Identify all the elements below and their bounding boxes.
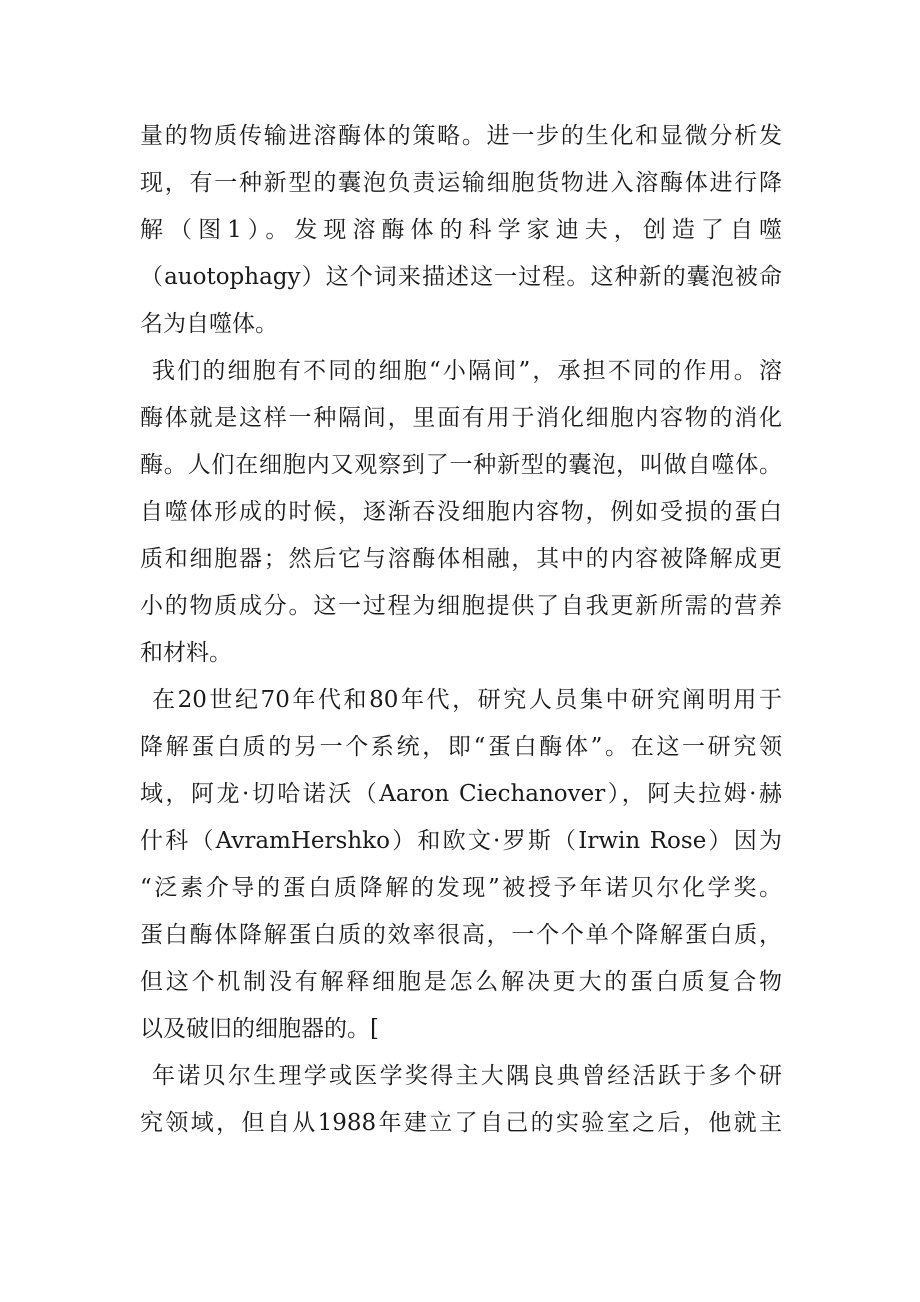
text-line: 酶体就是这样一种隔间，里面有用于消化细胞内容物的消化 <box>140 405 782 431</box>
text-line: 域，阿龙·切哈诺沃（Aaron Ciechanover），阿夫拉姆·赫 <box>140 781 782 807</box>
paragraph-first-line: 在20世纪70年代和80年代，研究人员集中研究阐明用于 <box>152 687 782 713</box>
text-line: 什科（AvramHershko）和欧文·罗斯（Irwin Rose）因为 <box>140 828 782 854</box>
text-line: 酶。人们在细胞内又观察到了一种新型的囊泡，叫做自噬体。 <box>140 452 782 478</box>
text-line: 究领域，但自从1988年建立了自己的实验室之后，他就主 <box>140 1110 782 1136</box>
paragraph-first-line: 我们的细胞有不同的细胞“小隔间”，承担不同的作用。溶 <box>152 358 782 384</box>
body-text <box>140 113 782 1147</box>
text-line: 质和细胞器；然后它与溶酶体相融，其中的内容被降解成更 <box>140 546 782 572</box>
text-line: 名为自噬体。 <box>140 311 278 337</box>
text-line: 量的物质传输进溶酶体的策略。进一步的生化和显微分析发 <box>140 123 782 149</box>
paragraph-first-line: 年诺贝尔生理学或医学奖得主大隅良典曾经活跃于多个研 <box>152 1063 782 1089</box>
text-line: （auotophagy）这个词来描述这一过程。这种新的囊泡被命 <box>140 264 782 290</box>
text-line: 降解蛋白质的另一个系统，即“蛋白酶体”。在这一研究领 <box>140 734 782 760</box>
text-line: 但这个机制没有解释细胞是怎么解决更大的蛋白质复合物 <box>140 969 782 995</box>
text-line: 现，有一种新型的囊泡负责运输细胞货物进入溶酶体进行降 <box>140 170 782 196</box>
text-line: 蛋白酶体降解蛋白质的效率很高，一个个单个降解蛋白质， <box>140 922 782 948</box>
text-line: 以及破旧的细胞器的。[ <box>140 1016 379 1042</box>
text-line: “泛素介导的蛋白质降解的发现”被授予年诺贝尔化学奖。 <box>140 875 782 901</box>
text-line: 解（图1）。发现溶酶体的科学家迪夫，创造了自噬 <box>140 217 782 243</box>
text-line: 自噬体形成的时候，逐渐吞没细胞内容物，例如受损的蛋白 <box>140 499 782 525</box>
text-line: 和材料。 <box>140 640 232 666</box>
text-line: 小的物质成分。这一过程为细胞提供了自我更新所需的营养 <box>140 593 782 619</box>
